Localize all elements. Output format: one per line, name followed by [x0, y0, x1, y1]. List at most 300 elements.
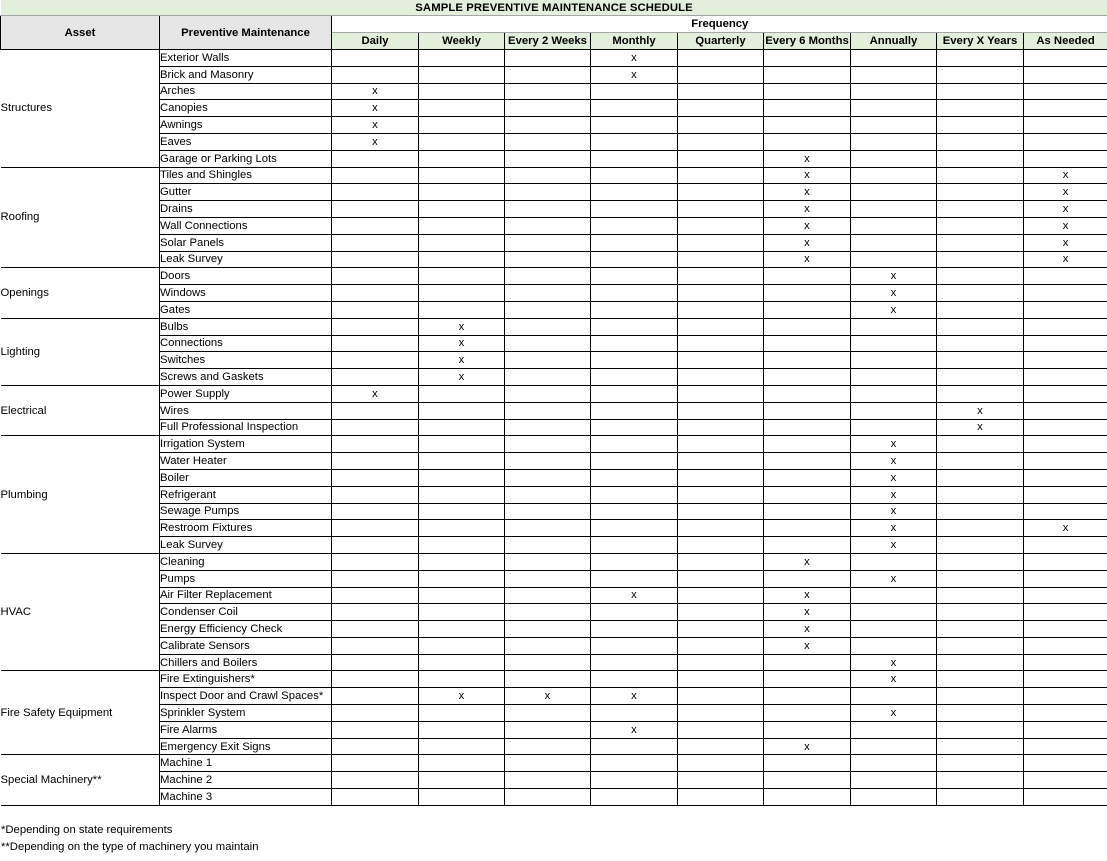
frequency-cell[interactable] — [678, 50, 764, 67]
frequency-cell[interactable] — [851, 604, 937, 621]
frequency-cell[interactable] — [937, 318, 1024, 335]
frequency-cell[interactable] — [764, 688, 851, 705]
frequency-cell[interactable] — [1024, 385, 1107, 402]
frequency-cell[interactable] — [678, 251, 764, 268]
maintenance-task-cell[interactable]: Cleaning — [160, 553, 332, 570]
frequency-cell[interactable]: x — [419, 318, 505, 335]
frequency-cell[interactable] — [678, 301, 764, 318]
frequency-cell[interactable] — [678, 184, 764, 201]
frequency-cell[interactable]: x — [764, 150, 851, 167]
frequency-cell[interactable] — [419, 772, 505, 789]
frequency-cell[interactable] — [764, 486, 851, 503]
asset-cell[interactable]: Roofing — [1, 167, 160, 268]
frequency-cell[interactable] — [764, 469, 851, 486]
frequency-cell[interactable] — [937, 150, 1024, 167]
frequency-cell[interactable] — [764, 352, 851, 369]
frequency-cell[interactable] — [764, 335, 851, 352]
frequency-cell[interactable] — [332, 604, 419, 621]
frequency-cell[interactable] — [419, 553, 505, 570]
frequency-cell[interactable] — [937, 201, 1024, 218]
frequency-cell[interactable] — [1024, 419, 1107, 436]
frequency-cell[interactable]: x — [764, 637, 851, 654]
frequency-cell[interactable] — [591, 755, 678, 772]
frequency-cell[interactable] — [591, 637, 678, 654]
frequency-column-monthly[interactable]: Monthly — [591, 33, 678, 50]
frequency-cell[interactable] — [332, 570, 419, 587]
frequency-cell[interactable] — [851, 100, 937, 117]
frequency-cell[interactable] — [419, 268, 505, 285]
frequency-cell[interactable] — [937, 705, 1024, 722]
frequency-cell[interactable] — [937, 100, 1024, 117]
frequency-cell[interactable] — [1024, 570, 1107, 587]
frequency-cell[interactable] — [678, 671, 764, 688]
frequency-cell[interactable] — [764, 285, 851, 302]
frequency-cell[interactable] — [678, 402, 764, 419]
frequency-cell[interactable] — [851, 167, 937, 184]
frequency-cell[interactable] — [851, 755, 937, 772]
frequency-cell[interactable] — [591, 335, 678, 352]
frequency-cell[interactable] — [419, 117, 505, 134]
frequency-cell[interactable] — [591, 419, 678, 436]
frequency-cell[interactable] — [1024, 637, 1107, 654]
frequency-cell[interactable] — [851, 738, 937, 755]
frequency-column-weekly[interactable]: Weekly — [419, 33, 505, 50]
maintenance-task-cell[interactable]: Brick and Masonry — [160, 66, 332, 83]
frequency-cell[interactable] — [332, 251, 419, 268]
frequency-cell[interactable] — [678, 537, 764, 554]
frequency-header[interactable]: Frequency — [332, 16, 1107, 33]
frequency-cell[interactable] — [678, 772, 764, 789]
frequency-cell[interactable] — [937, 789, 1024, 806]
frequency-cell[interactable] — [851, 352, 937, 369]
maintenance-task-cell[interactable]: Power Supply — [160, 385, 332, 402]
maintenance-task-cell[interactable]: Full Professional Inspection — [160, 419, 332, 436]
frequency-cell[interactable] — [419, 621, 505, 638]
frequency-cell[interactable]: x — [851, 705, 937, 722]
frequency-cell[interactable] — [332, 335, 419, 352]
frequency-column-quarterly[interactable]: Quarterly — [678, 33, 764, 50]
frequency-cell[interactable] — [505, 772, 591, 789]
frequency-cell[interactable] — [419, 50, 505, 67]
frequency-cell[interactable] — [505, 721, 591, 738]
frequency-cell[interactable] — [678, 688, 764, 705]
frequency-cell[interactable] — [851, 184, 937, 201]
frequency-column-as-needed[interactable]: As Needed — [1024, 33, 1107, 50]
asset-cell[interactable]: Electrical — [1, 385, 160, 435]
frequency-cell[interactable] — [505, 453, 591, 470]
frequency-cell[interactable] — [937, 721, 1024, 738]
frequency-cell[interactable] — [1024, 587, 1107, 604]
frequency-cell[interactable] — [591, 772, 678, 789]
frequency-cell[interactable] — [1024, 553, 1107, 570]
frequency-cell[interactable] — [678, 654, 764, 671]
frequency-cell[interactable] — [332, 755, 419, 772]
frequency-cell[interactable] — [937, 301, 1024, 318]
frequency-cell[interactable] — [937, 385, 1024, 402]
frequency-cell[interactable] — [505, 738, 591, 755]
frequency-cell[interactable]: x — [851, 268, 937, 285]
frequency-cell[interactable] — [332, 285, 419, 302]
frequency-cell[interactable] — [419, 133, 505, 150]
frequency-cell[interactable] — [1024, 150, 1107, 167]
frequency-cell[interactable] — [332, 217, 419, 234]
frequency-cell[interactable] — [332, 167, 419, 184]
frequency-cell[interactable] — [937, 587, 1024, 604]
frequency-cell[interactable] — [678, 637, 764, 654]
frequency-column-every-x-years[interactable]: Every X Years — [937, 33, 1024, 50]
maintenance-task-cell[interactable]: Arches — [160, 83, 332, 100]
frequency-cell[interactable]: x — [937, 402, 1024, 419]
frequency-cell[interactable] — [505, 654, 591, 671]
frequency-cell[interactable] — [764, 268, 851, 285]
frequency-cell[interactable]: x — [937, 419, 1024, 436]
frequency-cell[interactable] — [332, 738, 419, 755]
frequency-cell[interactable] — [1024, 100, 1107, 117]
frequency-cell[interactable] — [419, 520, 505, 537]
frequency-cell[interactable] — [591, 184, 678, 201]
frequency-cell[interactable] — [591, 318, 678, 335]
frequency-cell[interactable] — [332, 688, 419, 705]
frequency-cell[interactable]: x — [764, 251, 851, 268]
frequency-cell[interactable] — [678, 503, 764, 520]
maintenance-task-cell[interactable]: Switches — [160, 352, 332, 369]
frequency-cell[interactable] — [332, 352, 419, 369]
frequency-cell[interactable] — [505, 150, 591, 167]
frequency-cell[interactable] — [591, 553, 678, 570]
frequency-cell[interactable] — [937, 671, 1024, 688]
frequency-cell[interactable] — [851, 133, 937, 150]
frequency-cell[interactable] — [591, 217, 678, 234]
frequency-cell[interactable] — [419, 755, 505, 772]
frequency-cell[interactable] — [505, 604, 591, 621]
frequency-cell[interactable]: x — [764, 234, 851, 251]
asset-cell[interactable]: Openings — [1, 268, 160, 318]
frequency-cell[interactable] — [591, 537, 678, 554]
frequency-cell[interactable] — [505, 285, 591, 302]
frequency-cell[interactable] — [937, 335, 1024, 352]
frequency-cell[interactable] — [332, 150, 419, 167]
frequency-cell[interactable] — [505, 352, 591, 369]
frequency-cell[interactable] — [419, 654, 505, 671]
frequency-cell[interactable] — [591, 789, 678, 806]
frequency-cell[interactable] — [419, 453, 505, 470]
frequency-cell[interactable]: x — [591, 688, 678, 705]
frequency-cell[interactable] — [678, 486, 764, 503]
frequency-cell[interactable] — [851, 117, 937, 134]
maintenance-task-cell[interactable]: Fire Alarms — [160, 721, 332, 738]
frequency-cell[interactable] — [332, 520, 419, 537]
frequency-cell[interactable] — [678, 553, 764, 570]
frequency-cell[interactable] — [851, 217, 937, 234]
frequency-cell[interactable] — [937, 469, 1024, 486]
frequency-cell[interactable] — [332, 268, 419, 285]
frequency-cell[interactable] — [591, 83, 678, 100]
frequency-cell[interactable] — [419, 637, 505, 654]
frequency-cell[interactable] — [1024, 621, 1107, 638]
frequency-cell[interactable]: x — [1024, 167, 1107, 184]
frequency-cell[interactable] — [1024, 772, 1107, 789]
asset-cell[interactable]: Structures — [1, 50, 160, 168]
frequency-cell[interactable] — [591, 369, 678, 386]
frequency-cell[interactable] — [764, 419, 851, 436]
frequency-cell[interactable] — [937, 268, 1024, 285]
maintenance-task-cell[interactable]: Water Heater — [160, 453, 332, 470]
frequency-cell[interactable] — [937, 50, 1024, 67]
frequency-cell[interactable] — [851, 621, 937, 638]
frequency-cell[interactable] — [419, 301, 505, 318]
frequency-cell[interactable] — [764, 402, 851, 419]
frequency-cell[interactable] — [591, 385, 678, 402]
frequency-cell[interactable] — [332, 234, 419, 251]
frequency-cell[interactable] — [505, 335, 591, 352]
frequency-cell[interactable] — [332, 671, 419, 688]
frequency-cell[interactable] — [764, 520, 851, 537]
frequency-cell[interactable] — [419, 184, 505, 201]
frequency-cell[interactable] — [419, 469, 505, 486]
frequency-cell[interactable] — [678, 705, 764, 722]
frequency-cell[interactable] — [332, 469, 419, 486]
frequency-cell[interactable] — [678, 150, 764, 167]
frequency-cell[interactable] — [332, 486, 419, 503]
frequency-cell[interactable] — [591, 570, 678, 587]
frequency-cell[interactable] — [419, 167, 505, 184]
frequency-cell[interactable] — [419, 201, 505, 218]
frequency-cell[interactable] — [332, 637, 419, 654]
maintenance-task-cell[interactable]: Doors — [160, 268, 332, 285]
frequency-cell[interactable] — [419, 436, 505, 453]
frequency-cell[interactable]: x — [591, 721, 678, 738]
asset-column-header[interactable]: Asset — [1, 16, 160, 50]
frequency-cell[interactable]: x — [1024, 217, 1107, 234]
frequency-cell[interactable] — [1024, 352, 1107, 369]
frequency-cell[interactable] — [851, 772, 937, 789]
frequency-cell[interactable] — [505, 167, 591, 184]
frequency-cell[interactable] — [1024, 469, 1107, 486]
frequency-cell[interactable] — [937, 352, 1024, 369]
frequency-cell[interactable]: x — [1024, 251, 1107, 268]
frequency-cell[interactable] — [332, 66, 419, 83]
frequency-cell[interactable] — [505, 789, 591, 806]
frequency-cell[interactable] — [937, 772, 1024, 789]
frequency-cell[interactable] — [332, 621, 419, 638]
frequency-cell[interactable] — [591, 738, 678, 755]
frequency-cell[interactable] — [678, 436, 764, 453]
frequency-cell[interactable]: x — [1024, 184, 1107, 201]
maintenance-task-cell[interactable]: Calibrate Sensors — [160, 637, 332, 654]
frequency-cell[interactable] — [591, 301, 678, 318]
frequency-cell[interactable] — [505, 436, 591, 453]
frequency-cell[interactable] — [419, 587, 505, 604]
frequency-cell[interactable] — [1024, 486, 1107, 503]
maintenance-task-cell[interactable]: Screws and Gaskets — [160, 369, 332, 386]
frequency-cell[interactable] — [678, 217, 764, 234]
frequency-cell[interactable] — [764, 385, 851, 402]
frequency-cell[interactable] — [419, 385, 505, 402]
frequency-cell[interactable]: x — [851, 453, 937, 470]
frequency-cell[interactable] — [851, 83, 937, 100]
frequency-cell[interactable] — [678, 369, 764, 386]
sheet-title[interactable]: SAMPLE PREVENTIVE MAINTENANCE SCHEDULE — [1, 0, 1107, 16]
maintenance-task-cell[interactable]: Eaves — [160, 133, 332, 150]
frequency-cell[interactable] — [937, 604, 1024, 621]
frequency-cell[interactable] — [591, 100, 678, 117]
frequency-cell[interactable] — [1024, 133, 1107, 150]
frequency-cell[interactable]: x — [1024, 234, 1107, 251]
frequency-cell[interactable] — [678, 318, 764, 335]
frequency-cell[interactable] — [332, 436, 419, 453]
frequency-cell[interactable] — [937, 738, 1024, 755]
frequency-cell[interactable] — [678, 721, 764, 738]
maintenance-task-cell[interactable]: Awnings — [160, 117, 332, 134]
frequency-cell[interactable] — [591, 133, 678, 150]
frequency-cell[interactable] — [419, 217, 505, 234]
frequency-cell[interactable] — [764, 301, 851, 318]
frequency-cell[interactable] — [851, 335, 937, 352]
frequency-cell[interactable] — [851, 419, 937, 436]
frequency-cell[interactable] — [937, 285, 1024, 302]
frequency-cell[interactable] — [937, 251, 1024, 268]
maintenance-task-cell[interactable]: Sewage Pumps — [160, 503, 332, 520]
maintenance-task-cell[interactable]: Air Filter Replacement — [160, 587, 332, 604]
frequency-cell[interactable] — [591, 469, 678, 486]
frequency-cell[interactable] — [332, 318, 419, 335]
frequency-cell[interactable] — [937, 117, 1024, 134]
frequency-cell[interactable] — [678, 469, 764, 486]
frequency-cell[interactable] — [764, 369, 851, 386]
frequency-cell[interactable]: x — [851, 570, 937, 587]
frequency-cell[interactable] — [419, 402, 505, 419]
frequency-column-daily[interactable]: Daily — [332, 33, 419, 50]
frequency-cell[interactable] — [851, 402, 937, 419]
frequency-cell[interactable] — [937, 83, 1024, 100]
frequency-cell[interactable] — [1024, 402, 1107, 419]
frequency-cell[interactable] — [764, 436, 851, 453]
frequency-cell[interactable] — [332, 537, 419, 554]
frequency-cell[interactable] — [332, 503, 419, 520]
frequency-cell[interactable] — [332, 419, 419, 436]
frequency-cell[interactable] — [1024, 688, 1107, 705]
maintenance-task-cell[interactable]: Restroom Fixtures — [160, 520, 332, 537]
frequency-cell[interactable]: x — [764, 553, 851, 570]
frequency-cell[interactable] — [1024, 301, 1107, 318]
frequency-cell[interactable] — [332, 553, 419, 570]
frequency-cell[interactable]: x — [851, 654, 937, 671]
frequency-cell[interactable] — [764, 721, 851, 738]
maintenance-task-cell[interactable]: Canopies — [160, 100, 332, 117]
frequency-cell[interactable]: x — [851, 469, 937, 486]
maintenance-task-cell[interactable]: Bulbs — [160, 318, 332, 335]
frequency-cell[interactable]: x — [419, 369, 505, 386]
frequency-cell[interactable]: x — [591, 587, 678, 604]
maintenance-task-cell[interactable]: Machine 3 — [160, 789, 332, 806]
maintenance-task-cell[interactable]: Inspect Door and Crawl Spaces* — [160, 688, 332, 705]
frequency-cell[interactable] — [1024, 503, 1107, 520]
frequency-cell[interactable] — [937, 621, 1024, 638]
frequency-cell[interactable] — [764, 789, 851, 806]
frequency-cell[interactable]: x — [1024, 520, 1107, 537]
frequency-cell[interactable] — [764, 66, 851, 83]
frequency-cell[interactable] — [591, 503, 678, 520]
frequency-cell[interactable] — [505, 755, 591, 772]
maintenance-task-cell[interactable]: Irrigation System — [160, 436, 332, 453]
frequency-cell[interactable] — [591, 520, 678, 537]
frequency-cell[interactable] — [505, 385, 591, 402]
frequency-cell[interactable]: x — [332, 100, 419, 117]
frequency-cell[interactable] — [591, 150, 678, 167]
frequency-cell[interactable] — [1024, 453, 1107, 470]
frequency-cell[interactable]: x — [332, 385, 419, 402]
frequency-cell[interactable] — [332, 201, 419, 218]
frequency-cell[interactable] — [1024, 369, 1107, 386]
frequency-cell[interactable] — [678, 604, 764, 621]
frequency-cell[interactable] — [937, 217, 1024, 234]
frequency-cell[interactable] — [937, 133, 1024, 150]
frequency-cell[interactable]: x — [332, 117, 419, 134]
frequency-cell[interactable] — [851, 369, 937, 386]
frequency-cell[interactable] — [505, 637, 591, 654]
frequency-cell[interactable] — [678, 570, 764, 587]
frequency-column-every-2-weeks[interactable]: Every 2 Weeks — [505, 33, 591, 50]
frequency-cell[interactable] — [937, 520, 1024, 537]
frequency-cell[interactable] — [505, 520, 591, 537]
frequency-cell[interactable]: x — [1024, 201, 1107, 218]
frequency-cell[interactable]: x — [851, 503, 937, 520]
frequency-cell[interactable] — [419, 738, 505, 755]
maintenance-task-cell[interactable]: Gutter — [160, 184, 332, 201]
frequency-cell[interactable] — [1024, 117, 1107, 134]
frequency-cell[interactable]: x — [851, 301, 937, 318]
frequency-cell[interactable] — [764, 654, 851, 671]
frequency-cell[interactable] — [591, 117, 678, 134]
frequency-cell[interactable] — [851, 234, 937, 251]
maintenance-task-cell[interactable]: Fire Extinguishers* — [160, 671, 332, 688]
frequency-cell[interactable] — [505, 486, 591, 503]
maintenance-task-cell[interactable]: Gates — [160, 301, 332, 318]
frequency-cell[interactable] — [1024, 671, 1107, 688]
frequency-cell[interactable] — [505, 621, 591, 638]
frequency-cell[interactable] — [591, 671, 678, 688]
maintenance-task-cell[interactable]: Sprinkler System — [160, 705, 332, 722]
frequency-cell[interactable] — [764, 772, 851, 789]
frequency-cell[interactable] — [851, 587, 937, 604]
frequency-cell[interactable] — [764, 318, 851, 335]
frequency-cell[interactable] — [332, 789, 419, 806]
frequency-column-annually[interactable]: Annually — [851, 33, 937, 50]
frequency-cell[interactable] — [937, 184, 1024, 201]
frequency-cell[interactable] — [678, 587, 764, 604]
frequency-column-every-6-months[interactable]: Every 6 Months — [764, 33, 851, 50]
maintenance-task-cell[interactable]: Solar Panels — [160, 234, 332, 251]
frequency-cell[interactable] — [505, 587, 591, 604]
frequency-cell[interactable] — [851, 553, 937, 570]
frequency-cell[interactable] — [937, 453, 1024, 470]
frequency-cell[interactable] — [937, 654, 1024, 671]
frequency-cell[interactable] — [332, 402, 419, 419]
frequency-cell[interactable] — [419, 150, 505, 167]
frequency-cell[interactable] — [851, 318, 937, 335]
frequency-cell[interactable] — [1024, 789, 1107, 806]
frequency-cell[interactable] — [505, 201, 591, 218]
frequency-cell[interactable] — [419, 721, 505, 738]
frequency-cell[interactable] — [851, 201, 937, 218]
frequency-cell[interactable]: x — [419, 688, 505, 705]
frequency-cell[interactable] — [332, 184, 419, 201]
frequency-cell[interactable] — [419, 83, 505, 100]
frequency-cell[interactable] — [937, 369, 1024, 386]
frequency-cell[interactable] — [764, 755, 851, 772]
frequency-cell[interactable] — [764, 100, 851, 117]
frequency-cell[interactable] — [419, 537, 505, 554]
